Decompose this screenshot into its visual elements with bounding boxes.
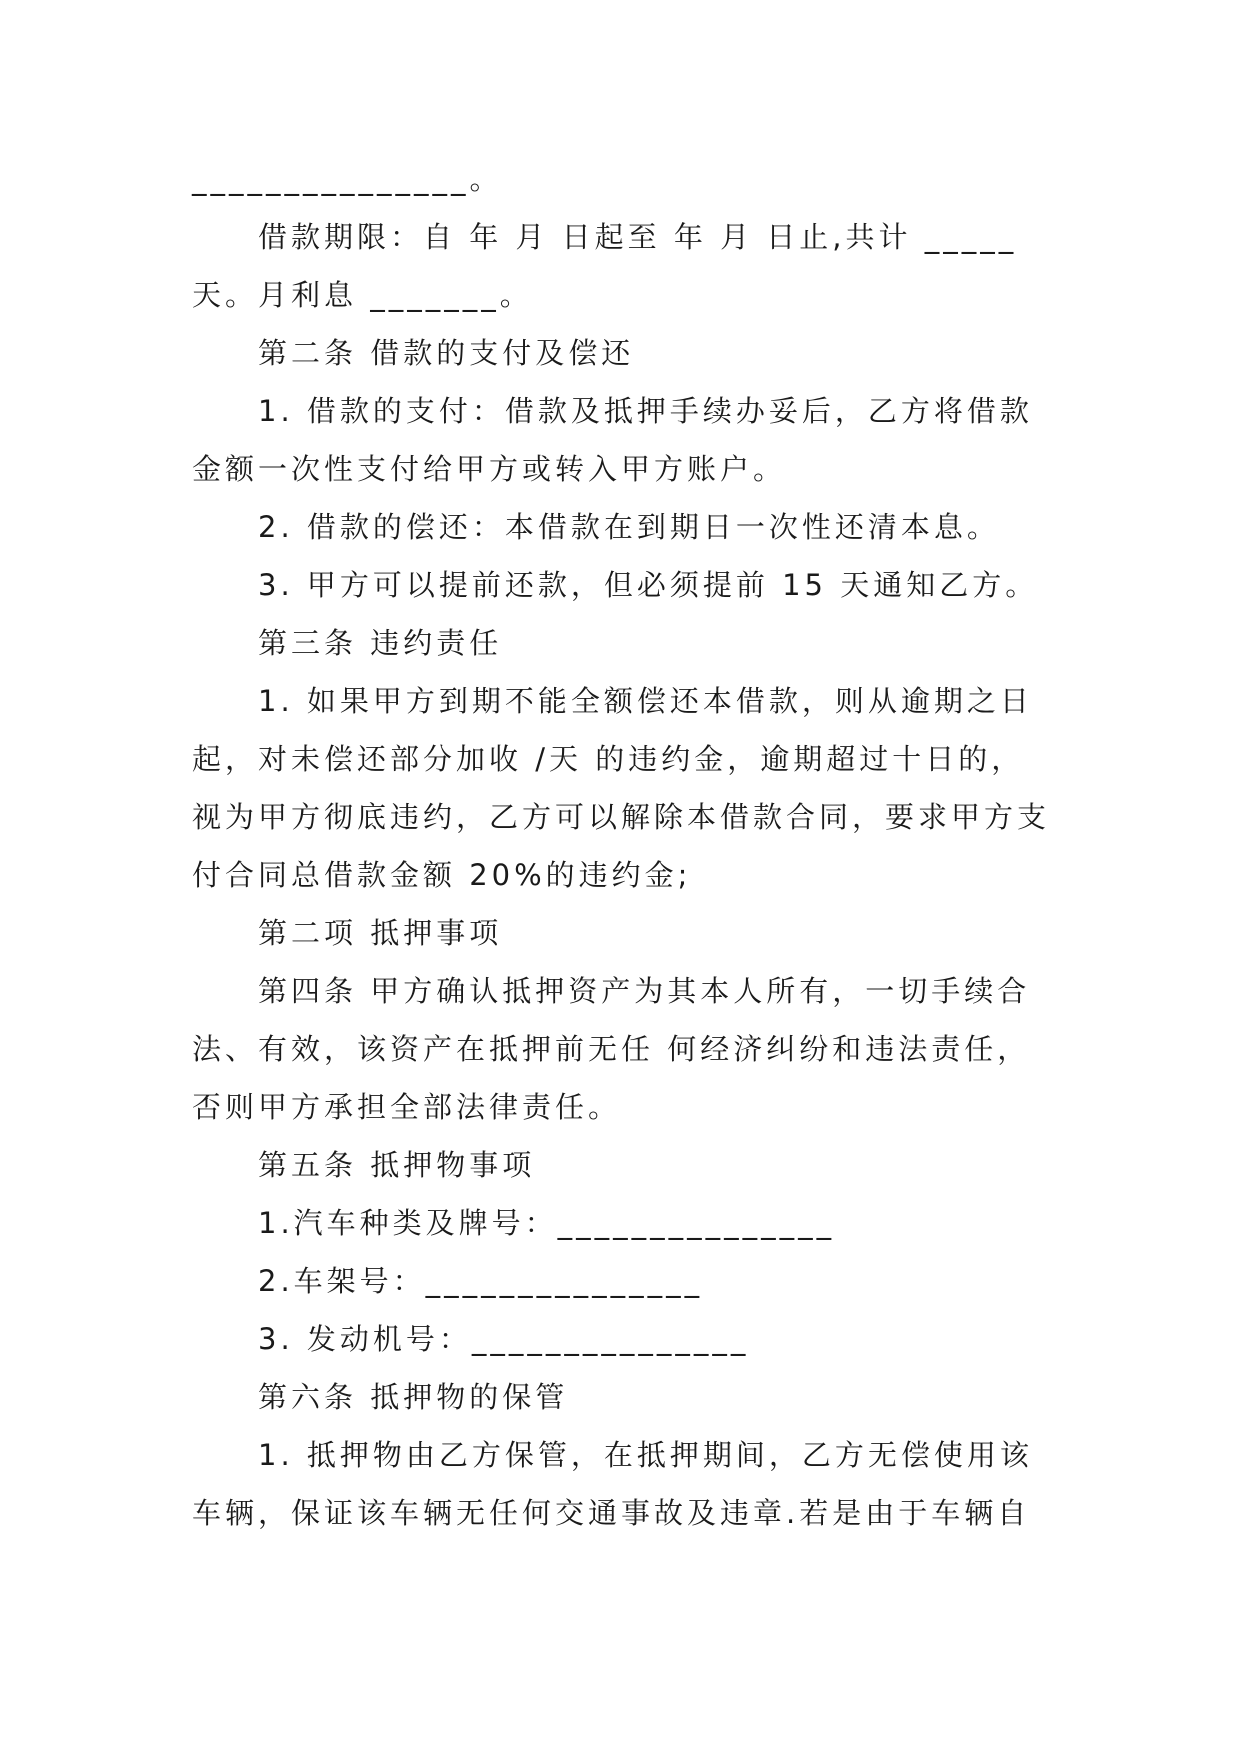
text-line: 法、有效，该资产在抵押前无任 何经济纠纷和违法责任， bbox=[192, 1032, 1031, 1066]
text-line: 付合同总借款金额 20%的违约金; bbox=[192, 858, 692, 892]
text-line: 3. 甲方可以提前还款，但必须提前 15 天通知乙方。 bbox=[258, 568, 1039, 602]
text-line: 借款期限：自 年 月 日起至 年 月 日止,共计 _____ bbox=[258, 220, 1018, 254]
section-heading: 第六条 抵押物的保管 bbox=[258, 1380, 569, 1414]
text-line: 第四条 甲方确认抵押资产为其本人所有，一切手续合 bbox=[258, 974, 1031, 1008]
text-line: 1. 抵押物由乙方保管，在抵押期间，乙方无偿使用该 bbox=[258, 1438, 1033, 1472]
section-heading: 第二项 抵押事项 bbox=[258, 916, 503, 950]
section-heading: 第五条 抵押物事项 bbox=[258, 1148, 536, 1182]
text-line: _______________。 bbox=[192, 162, 503, 196]
text-line: 视为甲方彻底违约，乙方可以解除本借款合同，要求甲方支 bbox=[192, 800, 1051, 834]
text-line: 起，对未偿还部分加收 /天 的违约金，逾期超过十日的， bbox=[192, 742, 1025, 776]
text-line: 1. 借款的支付：借款及抵押手续办妥后，乙方将借款 bbox=[258, 394, 1033, 428]
text-line: 2. 借款的偿还：本借款在到期日一次性还清本息。 bbox=[258, 510, 1000, 544]
document-page bbox=[192, 150, 1052, 1542]
section-heading: 第三条 违约责任 bbox=[258, 626, 503, 660]
text-line: 天。月利息 _______。 bbox=[192, 278, 533, 312]
text-line: 车辆，保证该车辆无任何交通事故及违章.若是由于车辆自 bbox=[192, 1496, 1031, 1530]
text-line: 1. 如果甲方到期不能全额偿还本借款，则从逾期之日 bbox=[258, 684, 1033, 718]
text-line: 否则甲方承担全部法律责任。 bbox=[192, 1090, 622, 1124]
form-field-line: 3. 发动机号：_______________ bbox=[258, 1322, 750, 1356]
text-line: 金额一次性支付给甲方或转入甲方账户。 bbox=[192, 452, 787, 486]
form-field-line: 1.汽车种类及牌号：_______________ bbox=[258, 1206, 836, 1240]
section-heading: 第二条 借款的支付及偿还 bbox=[258, 336, 635, 370]
form-field-line: 2.车架号：_______________ bbox=[258, 1264, 704, 1298]
